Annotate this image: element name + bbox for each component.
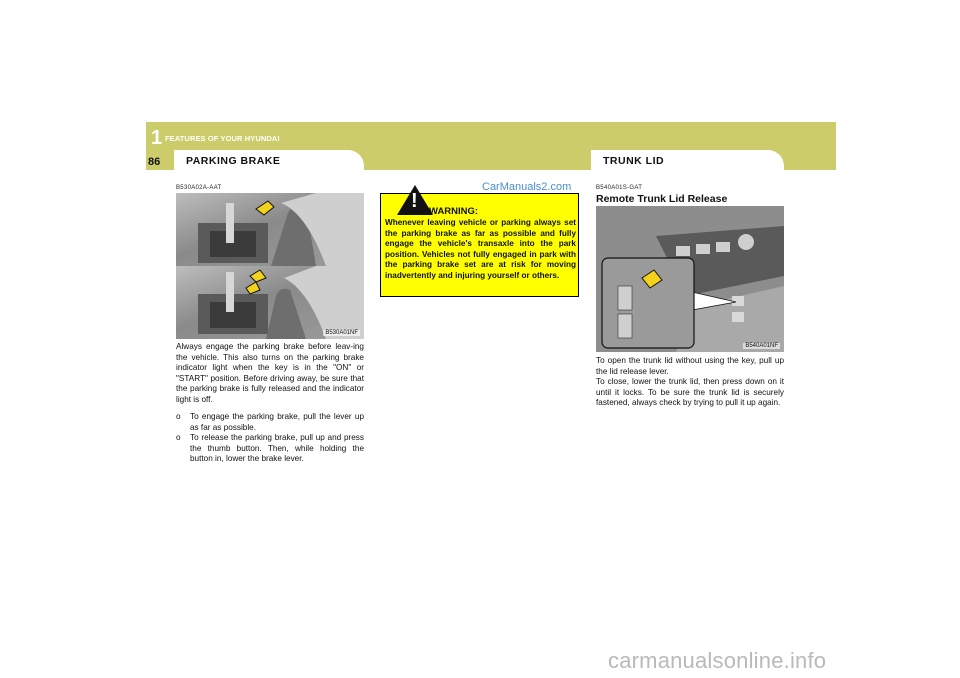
parking-brake-bullet-list [176, 412, 364, 465]
section-tab-parking-brake [174, 150, 364, 170]
trunk-lid-open-instruction: To open the trunk lid without using the key, pull up the lid release lever. [596, 356, 784, 376]
section-title-trunk-lid: TRUNK LID [603, 155, 665, 167]
parking-brake-released-illustration [176, 266, 364, 339]
trunk-lid-close-instruction: To close, lower the trunk lid, then press down on it until it locks. To be sure the trunk lid is securely fastened, always check by trying to pull it up again. [596, 377, 784, 408]
bullet-text-release: To release the parking brake, pull up and press the thumb button. Then, while holding the button in, lower the brake lever. [190, 433, 364, 464]
section-title-parking-brake: PARKING BRAKE [186, 155, 281, 167]
parking-brake-photo-engaged [176, 193, 364, 266]
photo-caption-parking-brake: B530A01NF [325, 330, 358, 336]
trunk-lid-subheading: Remote Trunk Lid Release [596, 193, 728, 205]
warning-title: WARNING: [429, 206, 479, 217]
chapter-number: 1 [151, 127, 163, 149]
watermark-link-top[interactable]: CarManuals2.com [482, 181, 572, 193]
section-tab-trunk-lid [591, 150, 784, 170]
watermark-link-bottom[interactable]: carmanualsonline.info [608, 648, 827, 673]
warning-text: Whenever leaving vehicle or parking always set the parking brake as far as possible and fully engage the vehicle's transaxle into the park position. Vehicles not fully engaged in park with the parking brake set are at risk for moving inadvertently and injuring yourself or others. [385, 218, 576, 280]
trunk-release-illustration [596, 206, 784, 352]
chapter-title: FEATURES OF YOUR HYUNDAI [165, 134, 280, 143]
trunk-lid-text [596, 356, 784, 409]
bullet-release [176, 433, 364, 465]
warning-exclamation-icon: ! [411, 190, 418, 212]
page-number: 86 [148, 156, 161, 168]
bullet-mark: o [176, 433, 181, 443]
warning-box [380, 190, 579, 297]
parking-brake-photo-released [176, 266, 364, 339]
parking-brake-paragraph: Always engage the parking brake before leav-ing the vehicle. This also turns on the parking brake indicator light when the key is in the "ON" or "START" position. Before driving away, be sure that the parking brake is fully released and the indicator light is off. [176, 342, 364, 404]
photo-caption-trunk-lid: B540A01NF [745, 343, 778, 349]
section-code-trunk-lid: B540A01S-GAT [596, 185, 643, 191]
bullet-mark: o [176, 412, 181, 421]
bullet-text-engage: To engage the parking brake, pull the lever up as far as possible. [190, 412, 364, 432]
bullet-engage [176, 412, 364, 433]
trunk-release-photo [596, 206, 784, 352]
parking-brake-engaged-illustration [176, 193, 364, 266]
section-code-parking-brake: B530A02A-AAT [176, 185, 222, 191]
